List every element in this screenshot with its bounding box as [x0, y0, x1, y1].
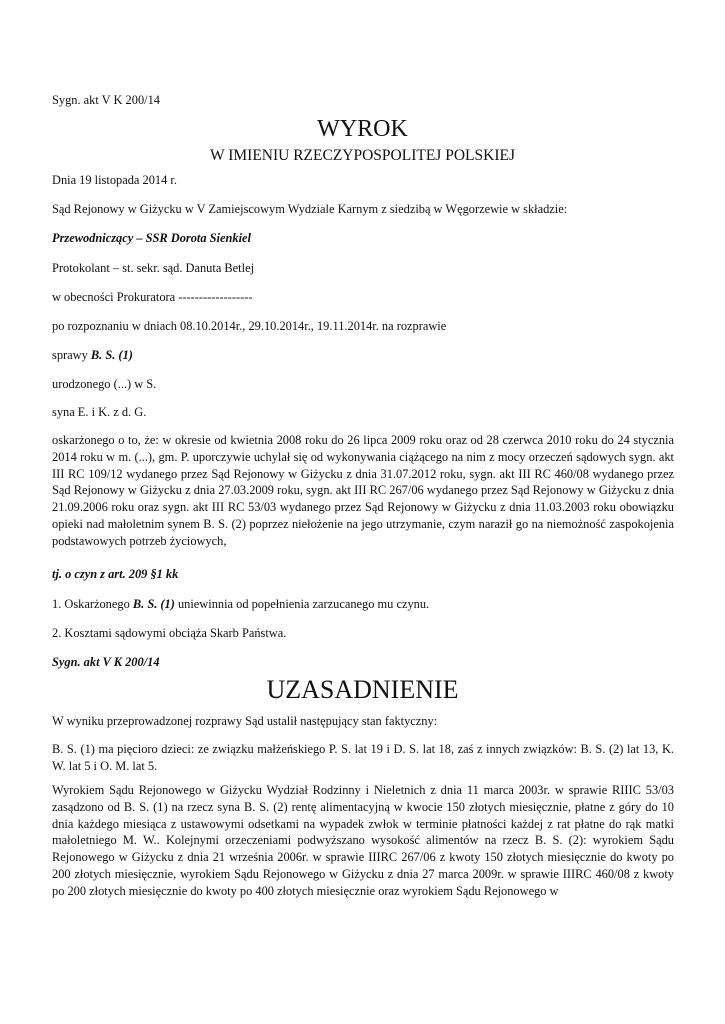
case-signature-bottom: Sygn. akt V K 200/14 [52, 655, 160, 669]
parents-info: syna E. i K. z d. G. [52, 405, 147, 419]
alimony-paragraph: Wyrokiem Sądu Rejonowego w Giżycku Wydział Rodzinny i Nieletnich z dnia 11 marca 2003r. w sprawie RIIIC 53/03 zasądzono od B. S. (1) na rzecz syna B. S. (2) rentę alimentacyjną w kwocie 150 złotych miesięcznie, płatne z góry do 10 dnia każdego miesiąca z ustawowymi odsetkami na wypadek zwłok w terminie płatności każdej z rat płatne do rąk matki małoletniego M. W.. Kolejnymi orzeczeniami podwyższano wysokość alimentów na rzecz B. S. (2): wyrokiem Sądu Rejonowego w Giżycku z dnia 21 września 2006r. w sprawie IIIRC 267/06 z kwoty 150 złotych miesięcznie do kwoty po 200 złotych miesięcznie, wyrokiem Sądu Rejonowego w Giżycku z dnia 27 marca 2009r. w sprawie IIIRC 460/08 z kwoty po 200 złotych miesięcznie do kwoty po 400 złotych miesięcznie oraz wyrokiem Sądu Rejonowego w [52, 783, 674, 898]
children-paragraph: B. S. (1) ma pięcioro dzieci: ze związku małżeńskiego P. S. lat 19 i D. S. lat 18, zaś z innych związków: B. S. (2) lat 13, K. W. lat 5 i O. M. lat 5. [52, 742, 674, 773]
court-composition: Sąd Rejonowy w Giżycku w V Zamiejscowym Wydziale Karnym z siedzibą w Węgorzewie w składzie: [52, 202, 568, 216]
hearing-dates: po rozpoznaniu w dniach 08.10.2014r., 29.10.2014r., 19.11.2014r. na rozprawie [52, 319, 447, 333]
case-of [52, 347, 133, 363]
facts-intro: W wyniku przeprowadzonej rozprawy Sąd ustalił następujący stan faktyczny: [52, 714, 438, 728]
defendant-name: B. S. (1) [90, 348, 133, 362]
court-recorder: Protokolant – st. sekr. sąd. Danuta Betlej [52, 261, 255, 275]
case-signature-top: Sygn. akt V K 200/14 [52, 93, 160, 107]
verdict-item-2: 2. Kosztami sądowymi obciąża Skarb Państwa. [52, 626, 287, 640]
verdict-item-1-prefix: 1. Oskarżonego [52, 597, 133, 611]
justification-title: UZASADNIENIE [266, 675, 459, 704]
birth-info: urodzonego (...) w S. [52, 377, 157, 391]
case-prefix: sprawy [52, 348, 91, 362]
prosecutor-presence: w obecności Prokuratora ------------------ [52, 290, 253, 304]
presiding-judge: Przewodniczący – SSR Dorota Sienkiel [52, 231, 251, 245]
legal-article: tj. o czyn z art. 209 §1 kk [52, 567, 179, 581]
verdict-item-1 [52, 596, 429, 612]
verdict-item-1-suffix: uniewinnia od popełnienia zarzucanego mu czynu. [174, 597, 430, 611]
charge-description: oskarżonego o to, że: w okresie od kwietnia 2008 roku do 26 lipca 2009 roku oraz od 28 czerwca 2010 roku do 24 stycznia 2014 roku w m. (...), gm. P. uporczywie uchylał się od wykonywania ciążącego na nim z mocy orzeczeń sądowych sygn. akt III RC 109/12 wydanego przez Sąd Rejonowy w Giżycku z dnia 31.07.2012 roku, sygn. akt III RC 460/08 wydanego przez Sąd Rejonowy w Giżycku z dnia 27.03.2009 roku, sygn. akt III RC 267/06 wydanego przez Sąd Rejonowy w Giżycku z dnia 21.09.2006 roku oraz sygn. akt III RC 53/03 wydanego przez Sąd Rejonowy w Giżycku z dnia 11.03.2003 roku obowiązku opieki nad małoletnim synem B. S. (2) poprzez niełożenie na jego utrzymanie, czym naraził go na niemożność zaspokojenia podstawowych potrzeb życiowych, [52, 433, 674, 548]
verdict-title: WYROK [317, 116, 408, 142]
verdict-date: Dnia 19 listopada 2014 r. [52, 173, 177, 187]
verdict-subtitle: W IMIENIU RZECZYPOSPOLITEJ POLSKIEJ [210, 147, 515, 164]
verdict-item-1-name: B. S. (1) [132, 597, 175, 611]
